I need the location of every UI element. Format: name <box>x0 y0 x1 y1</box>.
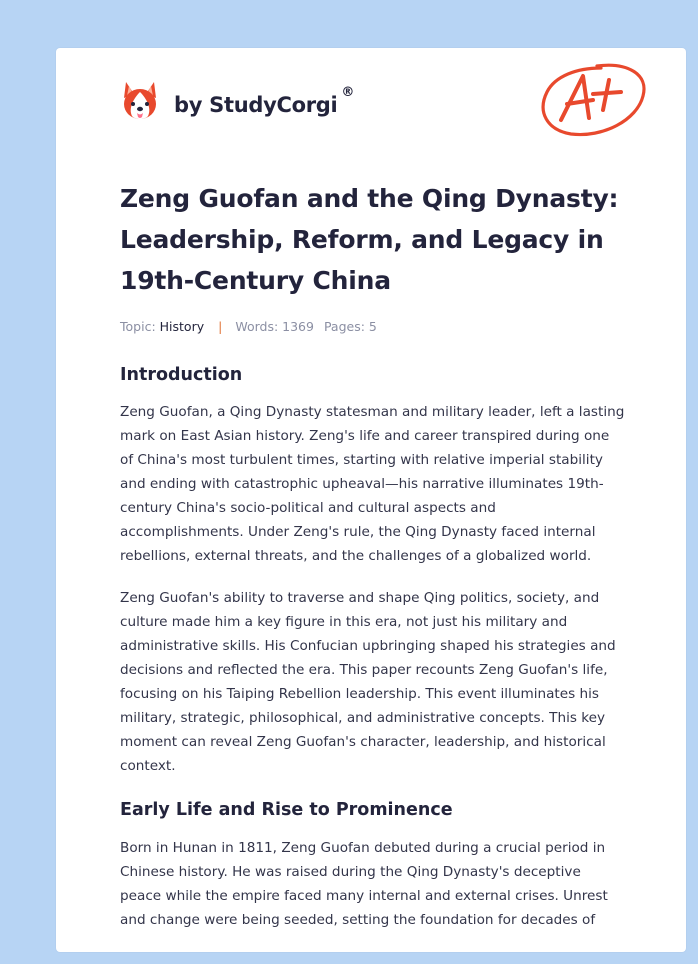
studycorgi-logo[interactable] <box>120 76 354 124</box>
paragraph-line: and ending with catastrophic upheaval—his narrative illuminates 19th- <box>120 476 604 492</box>
paragraph-line: administrative skills. His Confucian upbringing shaped his strategies and <box>120 638 616 654</box>
paragraph-line: decisions and reflected the era. This paper recounts Zeng Guofan's life, <box>120 662 608 678</box>
paragraph-line: Born in Hunan in 1811, Zeng Guofan debuted during a crucial period in <box>120 840 606 856</box>
title-line: Leadership, Reform, and Legacy in <box>120 225 604 254</box>
brand-name: by StudyCorgi <box>174 93 338 117</box>
page-title <box>120 178 640 301</box>
paragraph-line: culture made him a key figure in this era, not just his military and <box>120 614 568 630</box>
meta-separator: | <box>218 319 223 334</box>
topic-link[interactable]: History <box>159 319 205 334</box>
paragraph-line: military, strategic, philosophical, and administrative concepts. This key <box>120 710 606 726</box>
registered-mark: ® <box>341 84 355 100</box>
paragraph-line: Zeng Guofan, a Qing Dynasty statesman and military leader, left a lasting <box>120 404 625 420</box>
paragraph-line: focusing on his Taiping Rebellion leadership. This event illuminates his <box>120 686 599 702</box>
document-page <box>56 48 686 952</box>
title-line: Zeng Guofan and the Qing Dynasty: <box>120 184 619 213</box>
corgi-icon <box>120 78 160 122</box>
topic-label: Topic: <box>120 319 156 334</box>
paragraph-line: rebellions, external threats, and the challenges of a globalized world. <box>120 548 592 564</box>
paragraph-line: moment can reveal Zeng Guofan's character, leadership, and historical <box>120 734 606 750</box>
paragraph-line: mark on East Asian history. Zeng's life and career transpired during one <box>120 428 610 444</box>
paragraph-line: Zeng Guofan's ability to traverse and shape Qing politics, society, and <box>120 590 600 606</box>
title-line: 19th-Century China <box>120 266 391 295</box>
article <box>120 178 640 932</box>
paragraph <box>120 836 640 932</box>
paragraph-line: context. <box>120 758 176 774</box>
paragraph-line: peace while the empire faced many internal and external crises. Unrest <box>120 888 608 904</box>
page-count: Pages: 5 <box>323 319 377 334</box>
paragraph <box>120 400 640 568</box>
paragraph-line: century China's socio-political and cultural aspects and <box>120 500 496 516</box>
section-heading-introduction: Introduction <box>120 365 243 385</box>
paragraph-line: and change were being seeded, setting the foundation for decades of <box>120 912 596 928</box>
paragraph-line: Chinese history. He was raised during the Qing Dynasty's deceptive <box>120 864 581 880</box>
document-meta <box>120 318 640 336</box>
paragraph-line: of China's most turbulent times, starting with relative imperial stability <box>120 452 603 468</box>
grade-a-plus-icon <box>539 60 649 140</box>
word-count: Words: 1369 <box>235 319 314 334</box>
section-heading-early-life: Early Life and Rise to Prominence <box>120 800 453 820</box>
paragraph <box>120 586 640 778</box>
paragraph-line: accomplishments. Under Zeng's rule, the Qing Dynasty faced internal <box>120 524 596 540</box>
